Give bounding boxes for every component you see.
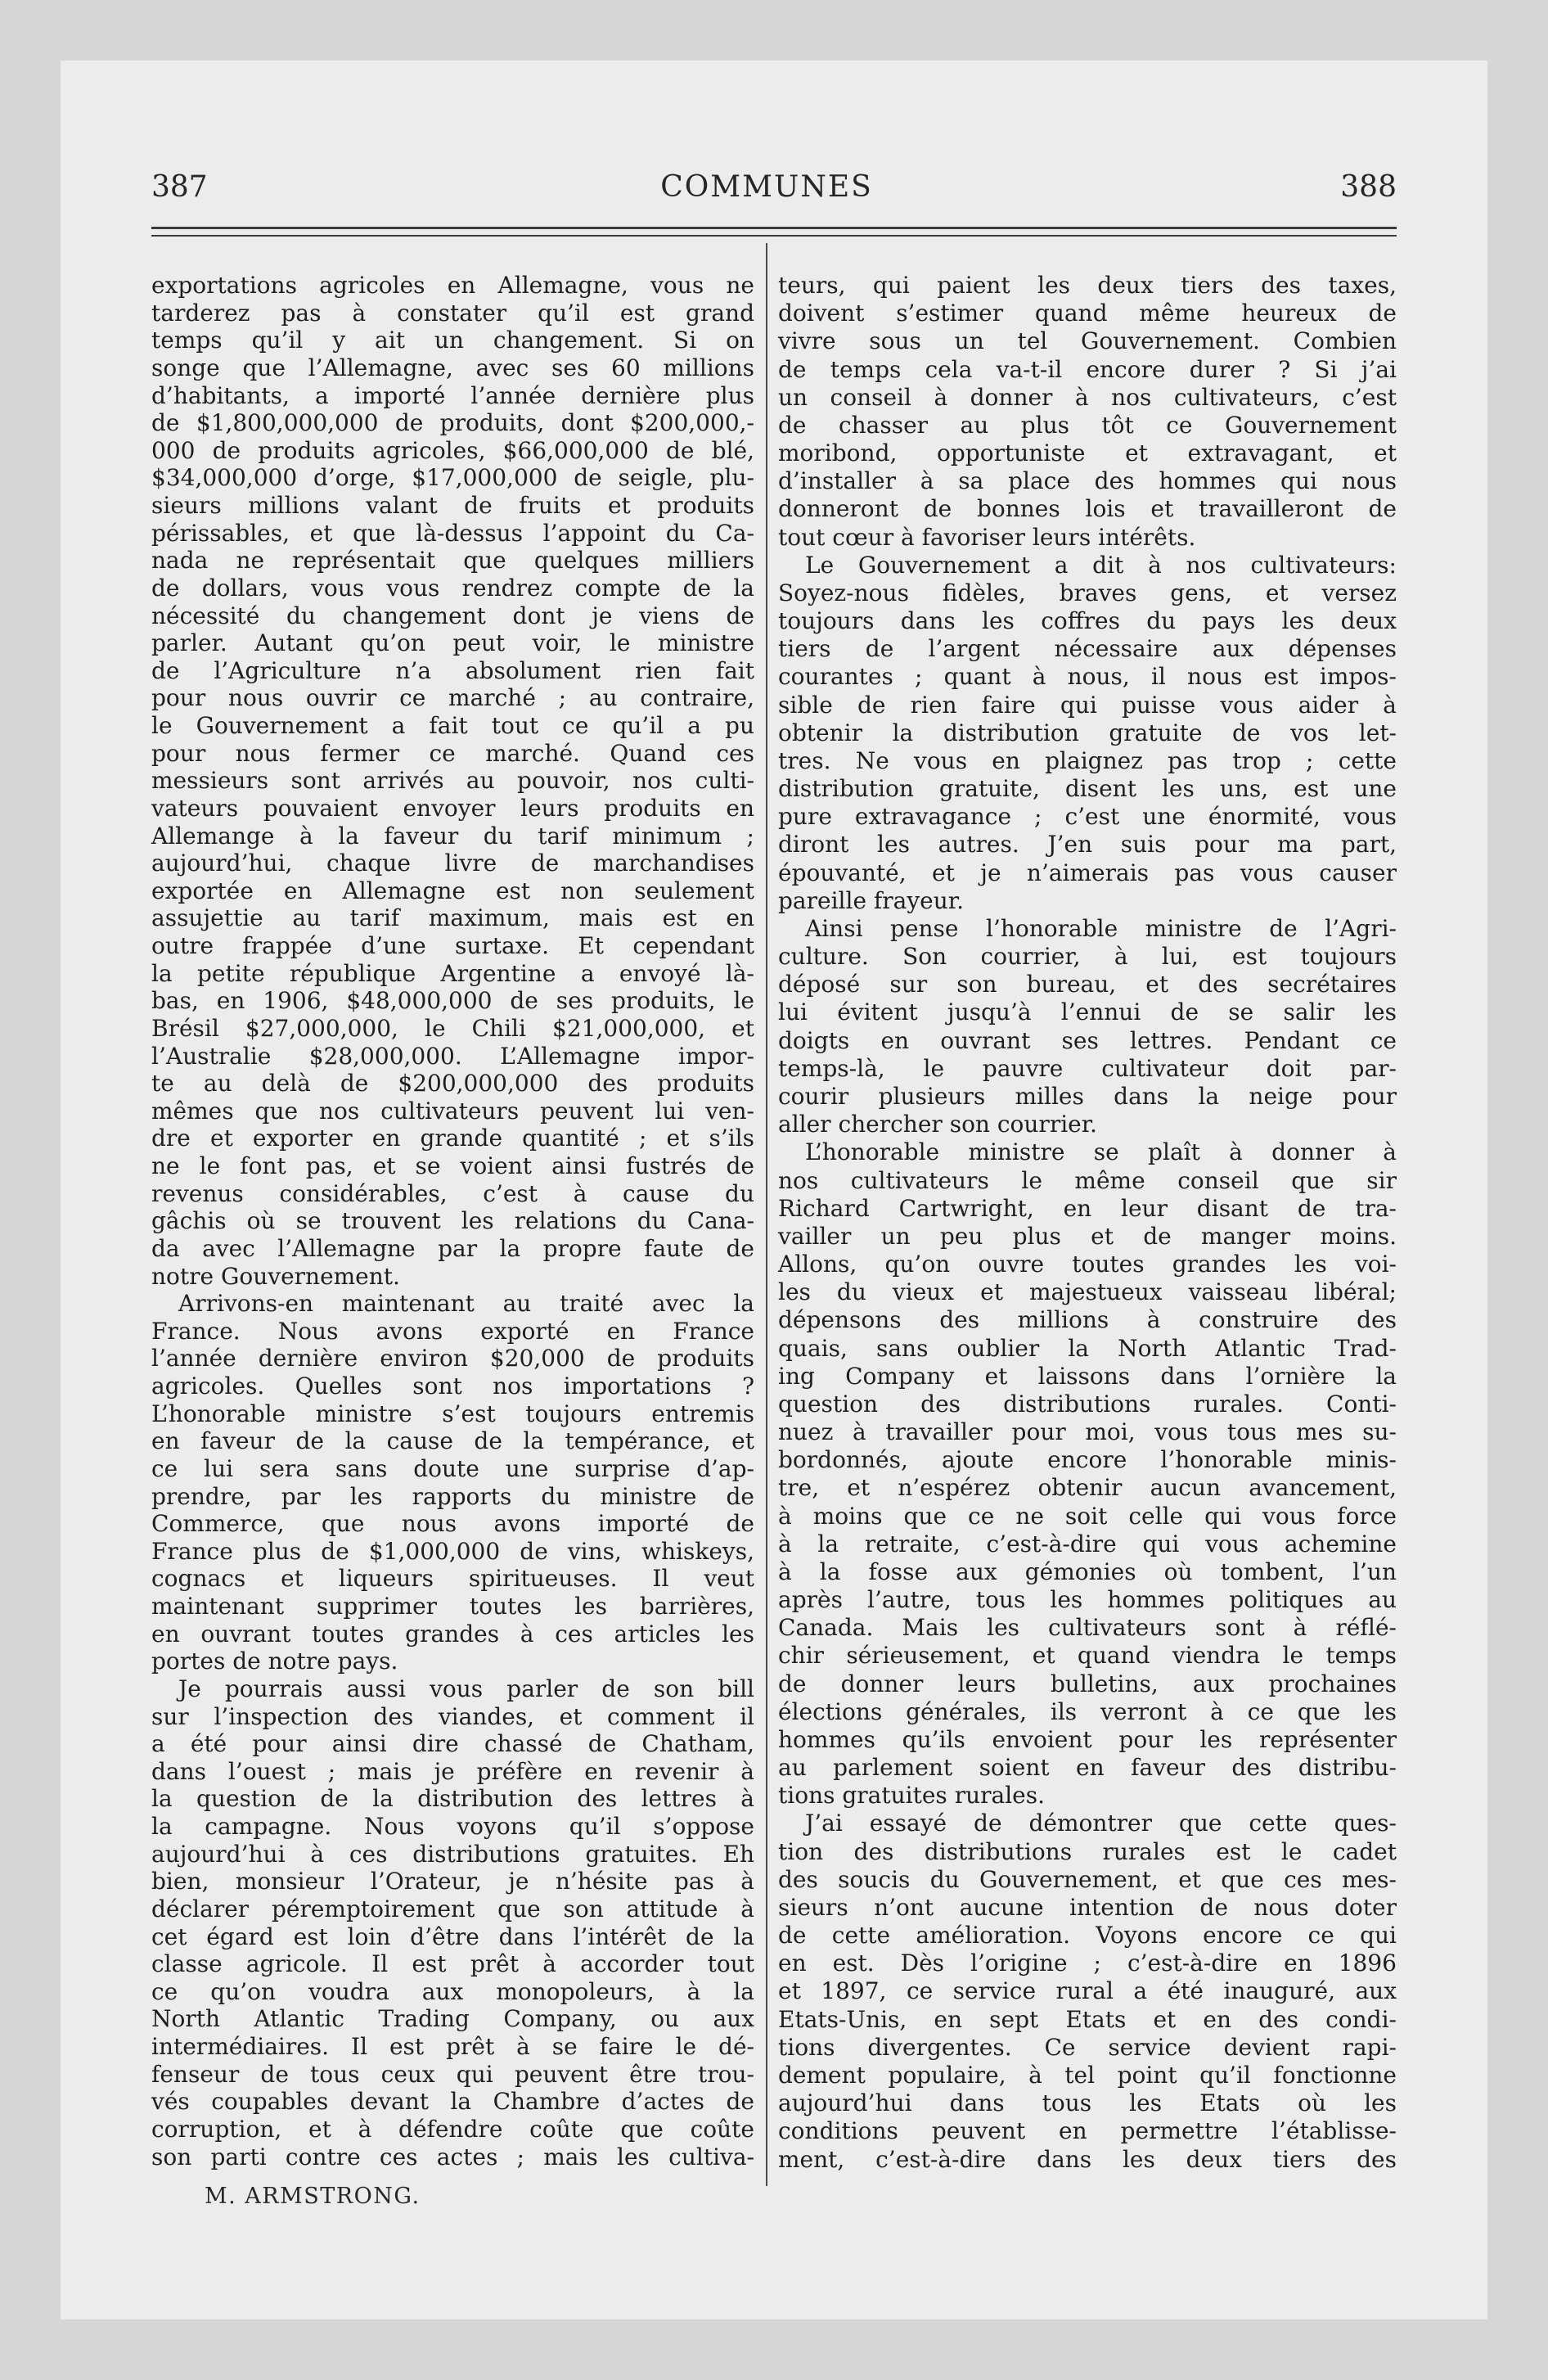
text-line: distribution gratuite, disent les uns, est une bbox=[778, 775, 1397, 803]
text-line: à moins que ce ne soit celle qui vous force bbox=[778, 1502, 1397, 1530]
text-line: l’année dernière environ $20,000 de produits bbox=[151, 1345, 754, 1373]
text-line: nuez à travailler pour moi, vous tous mes su- bbox=[778, 1418, 1397, 1446]
text-line: outre frappée d’une surtaxe. Et cependant bbox=[151, 932, 754, 959]
text-line: de dollars, vous vous rendrez compte de la bbox=[151, 574, 754, 602]
paragraph bbox=[151, 1290, 754, 1675]
text-line: Etats-Unis, en sept Etats et en des condi- bbox=[778, 2005, 1397, 2033]
text-line: après l’autre, tous les hommes politiques au bbox=[778, 1586, 1397, 1614]
text-line: diront les autres. J’en suis pour ma part, bbox=[778, 831, 1397, 859]
text-line: aujourd’hui dans tous les Etats où les bbox=[778, 2089, 1397, 2117]
text-line: dans l’ouest ; mais je préfère en revenir à bbox=[151, 1757, 754, 1785]
text-line: Je pourrais aussi vous parler de son bill bbox=[178, 1675, 754, 1702]
text-line: moribond, opportuniste et extravagant, et bbox=[778, 439, 1397, 467]
text-line: sieurs millions valant de fruits et produits bbox=[151, 492, 754, 519]
paragraph bbox=[778, 1138, 1397, 1810]
column-divider bbox=[766, 243, 767, 2186]
text-line: pareille frayeur. bbox=[778, 886, 964, 914]
text-line: déclarer péremptoirement que son attitude à bbox=[151, 1895, 754, 1922]
text-line: France. Nous avons exporté en France bbox=[151, 1317, 754, 1345]
text-line: la campagne. Nous voyons qu’il s’oppose bbox=[151, 1813, 754, 1840]
text-line: pour nous ouvrir ce marché ; au contraire, bbox=[151, 684, 754, 712]
text-line: quais, sans oublier la North Atlantic Trad- bbox=[778, 1334, 1397, 1362]
page-number-right: 388 bbox=[1340, 170, 1397, 204]
text-line: tions divergentes. Ce service devient rapi- bbox=[778, 2033, 1397, 2061]
text-line: vailler un peu plus et de manger moins. bbox=[778, 1222, 1397, 1250]
text-line: teurs, qui paient les deux tiers des taxes, bbox=[778, 272, 1397, 299]
text-line: Arrivons-en maintenant au traité avec la bbox=[178, 1290, 754, 1318]
text-line: gâchis où se trouvent les relations du Cana- bbox=[151, 1207, 754, 1235]
text-line: Canada. Mais les cultivateurs sont à réflé- bbox=[778, 1614, 1397, 1642]
text-line: ing Company et laissons dans l’ornière la bbox=[778, 1362, 1397, 1390]
text-line: classe agricole. Il est prêt à accorder tout bbox=[151, 1950, 754, 1978]
text-line: mêmes que nos cultivateurs peuvent lui ven- bbox=[151, 1097, 754, 1125]
text-line: culture. Son courrier, à lui, est toujours bbox=[778, 943, 1397, 971]
text-line: ment, c’est-à-dire dans les deux tiers des bbox=[778, 2145, 1397, 2173]
text-line: bordonnés, ajoute encore l’honorable minis- bbox=[778, 1446, 1397, 1474]
text-line: corruption, et à défendre coûte que coûte bbox=[151, 2115, 754, 2143]
left-column bbox=[151, 272, 754, 2170]
text-line: nécessité du changement dont je viens de bbox=[151, 602, 754, 629]
text-line: périssables, et que là-dessus l’appoint du Ca- bbox=[151, 519, 754, 547]
text-line: un conseil à donner à nos cultivateurs, c’est bbox=[778, 383, 1397, 411]
text-line: en faveur de la cause de la tempérance, et bbox=[151, 1427, 754, 1455]
text-line: des soucis du Gouvernement, et que ces mes- bbox=[778, 1865, 1397, 1893]
text-line: te au delà de $200,000,000 des produits bbox=[151, 1070, 754, 1098]
text-line: lui évitent jusqu’à l’ennui de se salir les bbox=[778, 998, 1397, 1026]
text-line: parler. Autant qu’on peut voir, le ministre bbox=[151, 629, 754, 657]
header-rule bbox=[151, 227, 1397, 229]
text-line: obtenir la distribution gratuite de vos let- bbox=[778, 719, 1397, 746]
text-line: la petite république Argentine a envoyé là- bbox=[151, 959, 754, 987]
text-line: fenseur de tous ceux qui peuvent être trou- bbox=[151, 2060, 754, 2088]
text-line: élections générales, ils verront à ce que les bbox=[778, 1697, 1397, 1725]
text-line: maintenant supprimer toutes les barrières, bbox=[151, 1593, 754, 1620]
text-line: dement populaire, à tel point qu’il fonctionne bbox=[778, 2062, 1397, 2089]
text-line: notre Gouvernement. bbox=[151, 1262, 400, 1290]
text-line: temps-là, le pauvre cultivateur doit par- bbox=[778, 1054, 1397, 1082]
text-line: à la fosse aux gémonies où tombent, l’un bbox=[778, 1557, 1397, 1585]
text-line: de $1,800,000,000 de produits, dont $200,000,- bbox=[151, 409, 754, 437]
text-line: agricoles. Quelles sont nos importations ? bbox=[151, 1373, 754, 1400]
text-line: de cette amélioration. Voyons encore ce qui bbox=[778, 1922, 1397, 1950]
text-line: Richard Cartwright, en leur disant de tra- bbox=[778, 1194, 1397, 1222]
text-line: pure extravagance ; c’est une énormité, vous bbox=[778, 803, 1397, 831]
text-line: donneront de bonnes lois et travailleront de bbox=[778, 495, 1397, 523]
text-line: les du vieux et majestueux vaisseau libéral; bbox=[778, 1278, 1397, 1306]
text-line: pour nous fermer ce marché. Quand ces bbox=[151, 739, 754, 767]
paragraph bbox=[151, 1675, 754, 2170]
text-line: cet égard est loin d’être dans l’intérêt de la bbox=[151, 1922, 754, 1950]
text-line: exportations agricoles en Allemagne, vous ne bbox=[151, 272, 754, 299]
text-line: Le Gouvernement a dit à nos cultivateurs: bbox=[805, 551, 1397, 579]
text-line: de chasser au plus tôt ce Gouvernement bbox=[778, 411, 1397, 439]
text-line: temps qu’il y ait un changement. Si on bbox=[151, 327, 754, 354]
text-line: da avec l’Allemagne par la propre faute de bbox=[151, 1234, 754, 1262]
text-line: ne le font pas, et se voient ainsi fustrés de bbox=[151, 1152, 754, 1179]
text-line: de l’Agriculture n’a absolument rien fait bbox=[151, 656, 754, 684]
text-line: vateurs pouvaient envoyer leurs produits en bbox=[151, 794, 754, 822]
text-line: l’Australie $28,000,000. L’Allemagne impor- bbox=[151, 1042, 754, 1070]
text-line: tion des distributions rurales est le cadet bbox=[778, 1837, 1397, 1865]
text-line: tre, et n’espérez obtenir aucun avancement, bbox=[778, 1474, 1397, 1502]
text-line: tout cœur à favoriser leurs intérêts. bbox=[778, 523, 1196, 551]
text-line: en ouvrant toutes grandes à ces articles les bbox=[151, 1620, 754, 1648]
speaker-attribution: M. ARMSTRONG. bbox=[205, 2184, 421, 2209]
text-line: Brésil $27,000,000, le Chili $21,000,000, et bbox=[151, 1014, 754, 1042]
text-line: toujours dans les coffres du pays les deux bbox=[778, 607, 1397, 635]
paragraph bbox=[778, 272, 1397, 552]
text-line: à la retraite, c’est-à-dire qui vous achemine bbox=[778, 1530, 1397, 1557]
text-line: J’ai essayé de démontrer que cette ques- bbox=[805, 1810, 1397, 1837]
text-line: aujourd’hui à ces distributions gratuites. Eh bbox=[151, 1840, 754, 1868]
text-line: sur l’inspection des viandes, et comment il bbox=[151, 1702, 754, 1730]
text-line: songe que l’Allemagne, avec ses 60 millions bbox=[151, 354, 754, 381]
text-line: la question de la distribution des lettres à bbox=[151, 1785, 754, 1813]
text-line: Soyez-nous fidèles, braves gens, et versez bbox=[778, 579, 1397, 606]
paragraph bbox=[778, 552, 1397, 915]
text-line: sieurs n’ont aucune intention de nous doter bbox=[778, 1893, 1397, 1921]
text-line: doigts en ouvrant ses lettres. Pendant ce bbox=[778, 1026, 1397, 1054]
text-line: son parti contre ces actes ; mais les cultiva- bbox=[151, 2143, 754, 2170]
text-line: épouvanté, et je n’aimerais pas vous causer bbox=[778, 859, 1397, 886]
text-line: tarderez pas à constater qu’il est grand bbox=[151, 299, 754, 327]
text-line: cognacs et liqueurs spiritueuses. Il veut bbox=[151, 1565, 754, 1593]
page-number-left: 387 bbox=[151, 170, 208, 204]
text-line: question des distributions rurales. Conti- bbox=[778, 1390, 1397, 1418]
text-line: Allons, qu’on ouvre toutes grandes les voi- bbox=[778, 1251, 1397, 1278]
text-line: doivent s’estimer quand même heureux de bbox=[778, 300, 1397, 327]
text-line: nada ne représentait que quelques milliers bbox=[151, 547, 754, 575]
text-line: tions gratuites rurales. bbox=[778, 1782, 1045, 1810]
text-line: dépensons des millions à construire des bbox=[778, 1306, 1397, 1334]
text-line: d’installer à sa place des hommes qui nous bbox=[778, 467, 1397, 495]
text-line: de donner leurs bulletins, aux prochaines bbox=[778, 1670, 1397, 1697]
text-line: assujettie au tarif maximum, mais est en bbox=[151, 904, 754, 932]
text-line: de temps cela va-t-il encore durer ? Si j’ai bbox=[778, 355, 1397, 383]
section-title: COMMUNES bbox=[660, 170, 873, 204]
text-line: vés coupables devant la Chambre d’actes de bbox=[151, 2088, 754, 2116]
right-column bbox=[778, 272, 1397, 2174]
text-line: Ainsi pense l’honorable ministre de l’Agri- bbox=[805, 914, 1397, 942]
text-line: $34,000,000 d’orge, $17,000,000 de seigle, plu- bbox=[151, 464, 754, 492]
text-line: sible de rien faire qui puisse vous aider à bbox=[778, 691, 1397, 719]
header-rule bbox=[151, 235, 1397, 237]
text-line: ce lui sera sans doute une surprise d’ap- bbox=[151, 1454, 754, 1482]
text-line: France plus de $1,000,000 de vins, whiskeys, bbox=[151, 1537, 754, 1565]
text-line: vivre sous un tel Gouvernement. Combien bbox=[778, 327, 1397, 355]
text-line: tres. Ne vous en plaignez pas trop ; cette bbox=[778, 746, 1397, 774]
text-line: messieurs sont arrivés au pouvoir, nos culti- bbox=[151, 767, 754, 795]
text-line: hommes qu’ils envoient pour les représenter bbox=[778, 1725, 1397, 1753]
text-line: bien, monsieur l’Orateur, je n’hésite pas à bbox=[151, 1868, 754, 1895]
text-line: courir plusieurs milles dans la neige pour bbox=[778, 1082, 1397, 1110]
paragraph bbox=[151, 272, 754, 1290]
text-line: et 1897, ce service rural a été inauguré, aux bbox=[778, 1977, 1397, 2005]
text-line: intermédiaires. Il est prêt à se faire le dé- bbox=[151, 2033, 754, 2060]
text-line: dre et exporter en grande quantité ; et s’ils bbox=[151, 1125, 754, 1152]
text-line: portes de notre pays. bbox=[151, 1648, 398, 1675]
text-line: 000 de produits agricoles, $66,000,000 de blé, bbox=[151, 436, 754, 464]
paragraph bbox=[778, 915, 1397, 1138]
text-line: d’habitants, a importé l’année dernière plus bbox=[151, 381, 754, 409]
text-line: en est. Dès l’origine ; c’est-à-dire en 1896 bbox=[778, 1950, 1397, 1977]
text-line: tiers de l’argent nécessaire aux dépenses bbox=[778, 635, 1397, 663]
text-line: au parlement soient en faveur des distribu- bbox=[778, 1754, 1397, 1782]
text-line: North Atlantic Trading Company, ou aux bbox=[151, 2005, 754, 2033]
text-line: chir sérieusement, et quand viendra le temps bbox=[778, 1642, 1397, 1670]
text-line: a été pour ainsi dire chassé de Chatham, bbox=[151, 1730, 754, 1758]
text-line: prendre, par les rapports du ministre de bbox=[151, 1482, 754, 1510]
text-line: ce qu’on voudra aux monopoleurs, à la bbox=[151, 1977, 754, 2005]
text-line: le Gouvernement a fait tout ce qu’il a pu bbox=[151, 712, 754, 739]
text-line: L’honorable ministre se plaît à donner à bbox=[805, 1138, 1397, 1166]
text-line: déposé sur son bureau, et des secrétaires bbox=[778, 971, 1397, 998]
text-line: Allemange à la faveur du tarif minimum ; bbox=[151, 822, 754, 850]
text-line: courantes ; quant à nous, il nous est impos- bbox=[778, 663, 1397, 691]
text-line: aller chercher son courrier. bbox=[778, 1111, 1097, 1138]
text-line: L’honorable ministre s’est toujours entremis bbox=[151, 1400, 754, 1427]
text-line: conditions peuvent en permettre l’établisse- bbox=[778, 2117, 1397, 2145]
text-line: exportée en Allemagne est non seulement bbox=[151, 877, 754, 904]
text-line: aujourd’hui, chaque livre de marchandises bbox=[151, 850, 754, 877]
text-line: revenus considérables, c’est à cause du bbox=[151, 1179, 754, 1207]
text-line: nos cultivateurs le même conseil que sir bbox=[778, 1166, 1397, 1194]
text-line: bas, en 1906, $48,000,000 de ses produits, le bbox=[151, 987, 754, 1015]
text-line: Commerce, que nous avons importé de bbox=[151, 1510, 754, 1538]
paragraph bbox=[778, 1810, 1397, 2173]
